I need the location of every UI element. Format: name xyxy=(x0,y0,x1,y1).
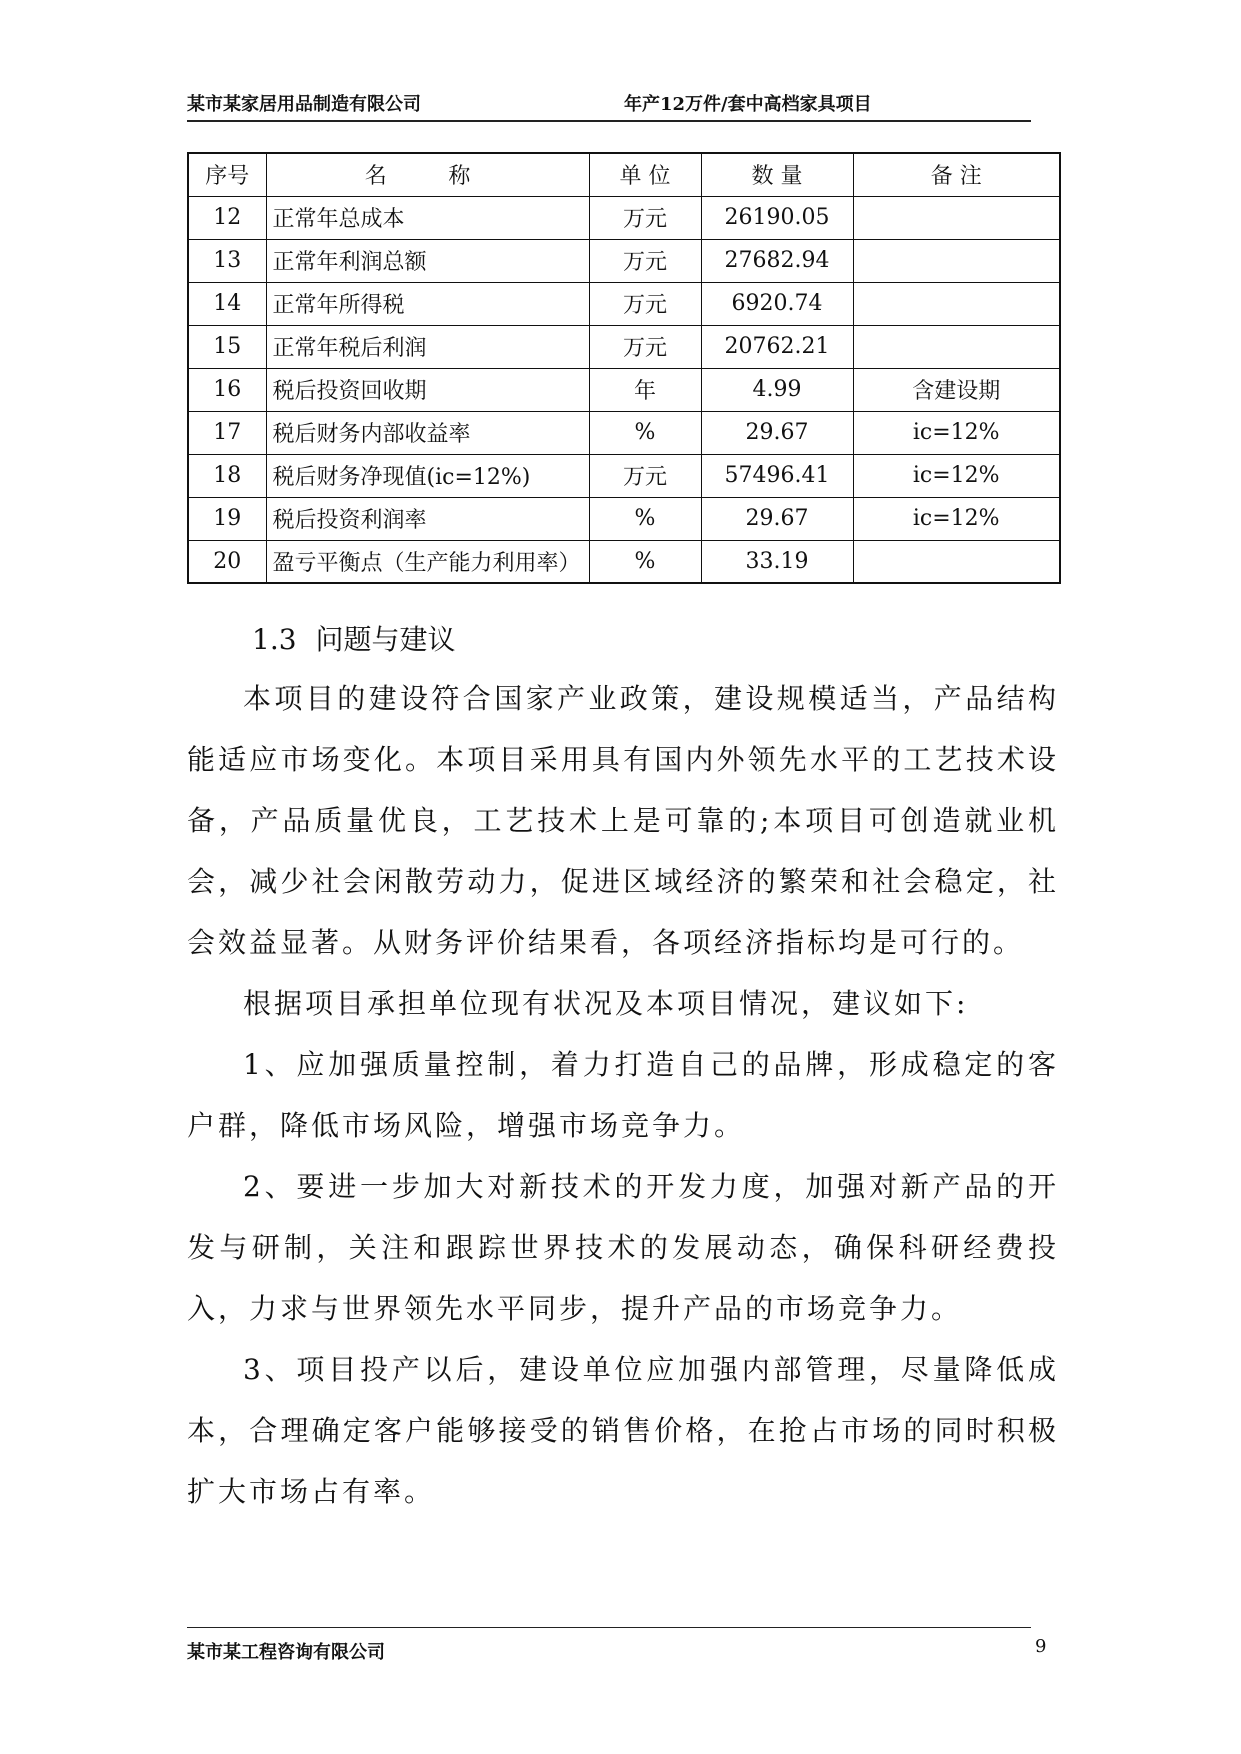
header-unit: 单 位 xyxy=(589,153,701,196)
cell-note xyxy=(853,282,1060,325)
cell-name: 税后投资回收期 xyxy=(266,368,589,411)
table-row xyxy=(188,411,1060,454)
cell-no: 20 xyxy=(188,540,266,583)
header-company: 某市某家居用品制造有限公司 xyxy=(187,94,421,115)
header-note: 备 注 xyxy=(853,153,1060,196)
cell-qty: 33.19 xyxy=(701,540,853,583)
cell-name: 正常年税后利润 xyxy=(266,325,589,368)
table-row xyxy=(188,540,1060,583)
cell-note xyxy=(853,325,1060,368)
cell-unit: % xyxy=(589,540,701,583)
cell-qty: 6920.74 xyxy=(701,282,853,325)
header-name: 名 称 xyxy=(266,153,589,196)
page-header xyxy=(187,86,1031,122)
cell-unit: % xyxy=(589,411,701,454)
paragraph: 2、要进一步加大对新技术的开发力度，加强对新产品的开发与研制，关注和跟踪世界技术的发展动态，确保科研经费投入，力求与世界领先水平同步，提升产品的市场竞争力。 xyxy=(187,1170,1059,1325)
cell-no: 17 xyxy=(188,411,266,454)
cell-unit: 万元 xyxy=(589,239,701,282)
cell-name: 盈亏平衡点（生产能力利用率） xyxy=(266,540,589,583)
cell-no: 18 xyxy=(188,454,266,497)
cell-name: 税后投资利润率 xyxy=(266,497,589,540)
cell-note: ic=12% xyxy=(853,411,1060,454)
cell-qty: 29.67 xyxy=(701,411,853,454)
cell-unit: 万元 xyxy=(589,196,701,239)
cell-qty: 4.99 xyxy=(701,368,853,411)
cell-name: 正常年所得税 xyxy=(266,282,589,325)
cell-unit: 年 xyxy=(589,368,701,411)
section-title: 问题与建议 xyxy=(315,623,456,656)
cell-no: 14 xyxy=(188,282,266,325)
cell-qty: 27682.94 xyxy=(701,239,853,282)
cell-name: 税后财务净现值(ic=12%) xyxy=(266,454,589,497)
cell-qty: 57496.41 xyxy=(701,454,853,497)
cell-no: 19 xyxy=(188,497,266,540)
cell-unit: 万元 xyxy=(589,282,701,325)
cell-no: 15 xyxy=(188,325,266,368)
cell-name: 正常年利润总额 xyxy=(266,239,589,282)
section-heading xyxy=(252,618,455,658)
cell-no: 12 xyxy=(188,196,266,239)
cell-qty: 29.67 xyxy=(701,497,853,540)
cell-qty: 26190.05 xyxy=(701,196,853,239)
table-row xyxy=(188,282,1060,325)
body-text xyxy=(187,668,1059,1522)
table-row xyxy=(188,239,1060,282)
paragraph: 1、应加强质量控制，着力打造自己的品牌，形成稳定的客户群，降低市场风险，增强市场竞争力。 xyxy=(187,1048,1059,1142)
header-qty: 数 量 xyxy=(701,153,853,196)
cell-name: 税后财务内部收益率 xyxy=(266,411,589,454)
footer-company: 某市某工程咨询有限公司 xyxy=(187,1642,385,1663)
table-row xyxy=(188,325,1060,368)
table-row xyxy=(188,368,1060,411)
cell-note: ic=12% xyxy=(853,454,1060,497)
table-row xyxy=(188,454,1060,497)
page-footer xyxy=(187,1627,1047,1663)
cell-no: 13 xyxy=(188,239,266,282)
header-project: 年产12万件/套中高档家具项目 xyxy=(624,94,872,115)
paragraph: 根据项目承担单位现有状况及本项目情况，建议如下: xyxy=(243,987,969,1020)
table-row xyxy=(188,196,1060,239)
page-number: 9 xyxy=(1035,1636,1047,1657)
section-number: 1.3 xyxy=(252,623,297,656)
cell-unit: 万元 xyxy=(589,454,701,497)
cell-unit: 万元 xyxy=(589,325,701,368)
header-no: 序号 xyxy=(188,153,266,196)
cell-note xyxy=(853,239,1060,282)
cell-note: 含建设期 xyxy=(853,368,1060,411)
cell-note xyxy=(853,540,1060,583)
cell-qty: 20762.21 xyxy=(701,325,853,368)
table-row xyxy=(188,497,1060,540)
cell-unit: % xyxy=(589,497,701,540)
indicator-table xyxy=(187,152,1061,584)
paragraph: 3、项目投产以后，建设单位应加强内部管理，尽量降低成本，合理确定客户能够接受的销售价格，在抢占市场的同时积极扩大市场占有率。 xyxy=(187,1353,1059,1508)
cell-name: 正常年总成本 xyxy=(266,196,589,239)
cell-no: 16 xyxy=(188,368,266,411)
cell-note: ic=12% xyxy=(853,497,1060,540)
table-header-row xyxy=(188,153,1060,196)
cell-note xyxy=(853,196,1060,239)
paragraph: 本项目的建设符合国家产业政策，建设规模适当，产品结构能适应市场变化。本项目采用具有国内外领先水平的工艺技术设备，产品质量优良，工艺技术上是可靠的;本项目可创造就业机会，减少社会闲散劳动力，促进区域经济的繁荣和社会稳定，社会效益显著。从财务评价结果看，各项经济指标均是可行的。 xyxy=(187,682,1059,959)
